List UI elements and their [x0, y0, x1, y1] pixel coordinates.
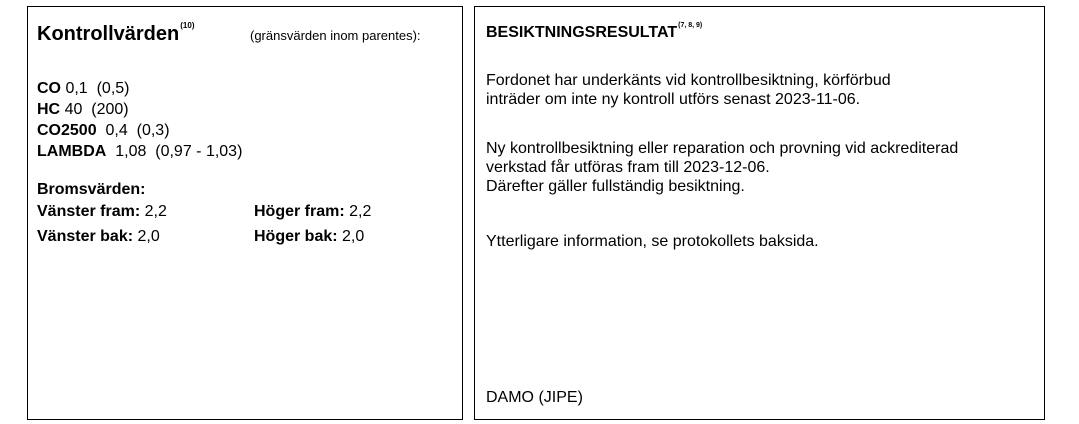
- brake-front-right: [254, 204, 371, 220]
- emission-value: 0,4: [105, 122, 128, 139]
- brake-label: Höger fram:: [254, 203, 345, 220]
- emission-value: 0,1: [65, 80, 88, 97]
- emission-limit: (0,3): [136, 122, 170, 139]
- brake-value: 2,2: [349, 203, 372, 220]
- brake-value: 2,2: [144, 203, 167, 220]
- brake-label: Vänster fram:: [37, 203, 141, 220]
- brake-value: 2,0: [342, 228, 365, 245]
- inspection-result-panel: [474, 6, 1045, 420]
- control-values-footnote-ref: (10): [180, 21, 195, 30]
- emission-limit: (0,97 - 1,03): [155, 143, 243, 160]
- emission-row-lambda: [37, 144, 242, 160]
- brake-values-title-text: Bromsvärden:: [37, 181, 146, 198]
- result-line: inträder om inte ny kontroll utförs senast 2023-11-06.: [486, 91, 861, 108]
- brake-label: Höger bak:: [254, 228, 338, 245]
- emission-row-co2500: [37, 123, 170, 139]
- emission-row-hc: [37, 102, 129, 118]
- emission-limit: (200): [91, 101, 129, 118]
- brake-values-title: [37, 182, 145, 198]
- emission-label: CO2500: [37, 122, 97, 139]
- inspection-result-footnote-ref: (7, 8, 9): [678, 22, 703, 29]
- result-paragraph-1: [486, 71, 891, 109]
- result-line: verkstad får utföras fram till 2023-12-06.: [486, 159, 770, 176]
- emission-row-co: [37, 81, 130, 97]
- brake-rear-left: [37, 229, 160, 245]
- emission-value: 40: [64, 101, 83, 118]
- emission-label: LAMBDA: [37, 143, 107, 160]
- brake-value: 2,0: [137, 228, 160, 245]
- result-line: Ny kontrollbesiktning eller reparation och provning vid ackrediterad: [486, 140, 959, 157]
- brake-label: Vänster bak:: [37, 228, 134, 245]
- emission-label: HC: [37, 101, 61, 118]
- inspection-result-title: [486, 22, 703, 41]
- control-values-title: [37, 21, 195, 45]
- inspector-signature: DAMO (JIPE): [486, 389, 583, 406]
- result-line: Därefter gäller fullständig besiktning.: [486, 178, 745, 195]
- inspection-result-title-text: BESIKTNINGSRESULTAT: [486, 24, 678, 41]
- brake-front-left: [37, 204, 167, 220]
- emission-label: CO: [37, 80, 61, 97]
- emission-limit: (0,5): [96, 80, 130, 97]
- control-values-panel: [27, 6, 463, 420]
- emission-value: 1,08: [115, 143, 147, 160]
- brake-rear-right: [254, 229, 364, 245]
- result-paragraph-3: Ytterligare information, se protokollets baksida.: [486, 233, 819, 250]
- result-paragraph-2: [486, 139, 958, 196]
- limits-note: (gränsvärden inom parentes):: [250, 28, 421, 43]
- control-values-title-text: Kontrollvärden: [37, 23, 180, 45]
- result-line: Fordonet har underkänts vid kontrollbesiktning, körförbud: [486, 72, 891, 89]
